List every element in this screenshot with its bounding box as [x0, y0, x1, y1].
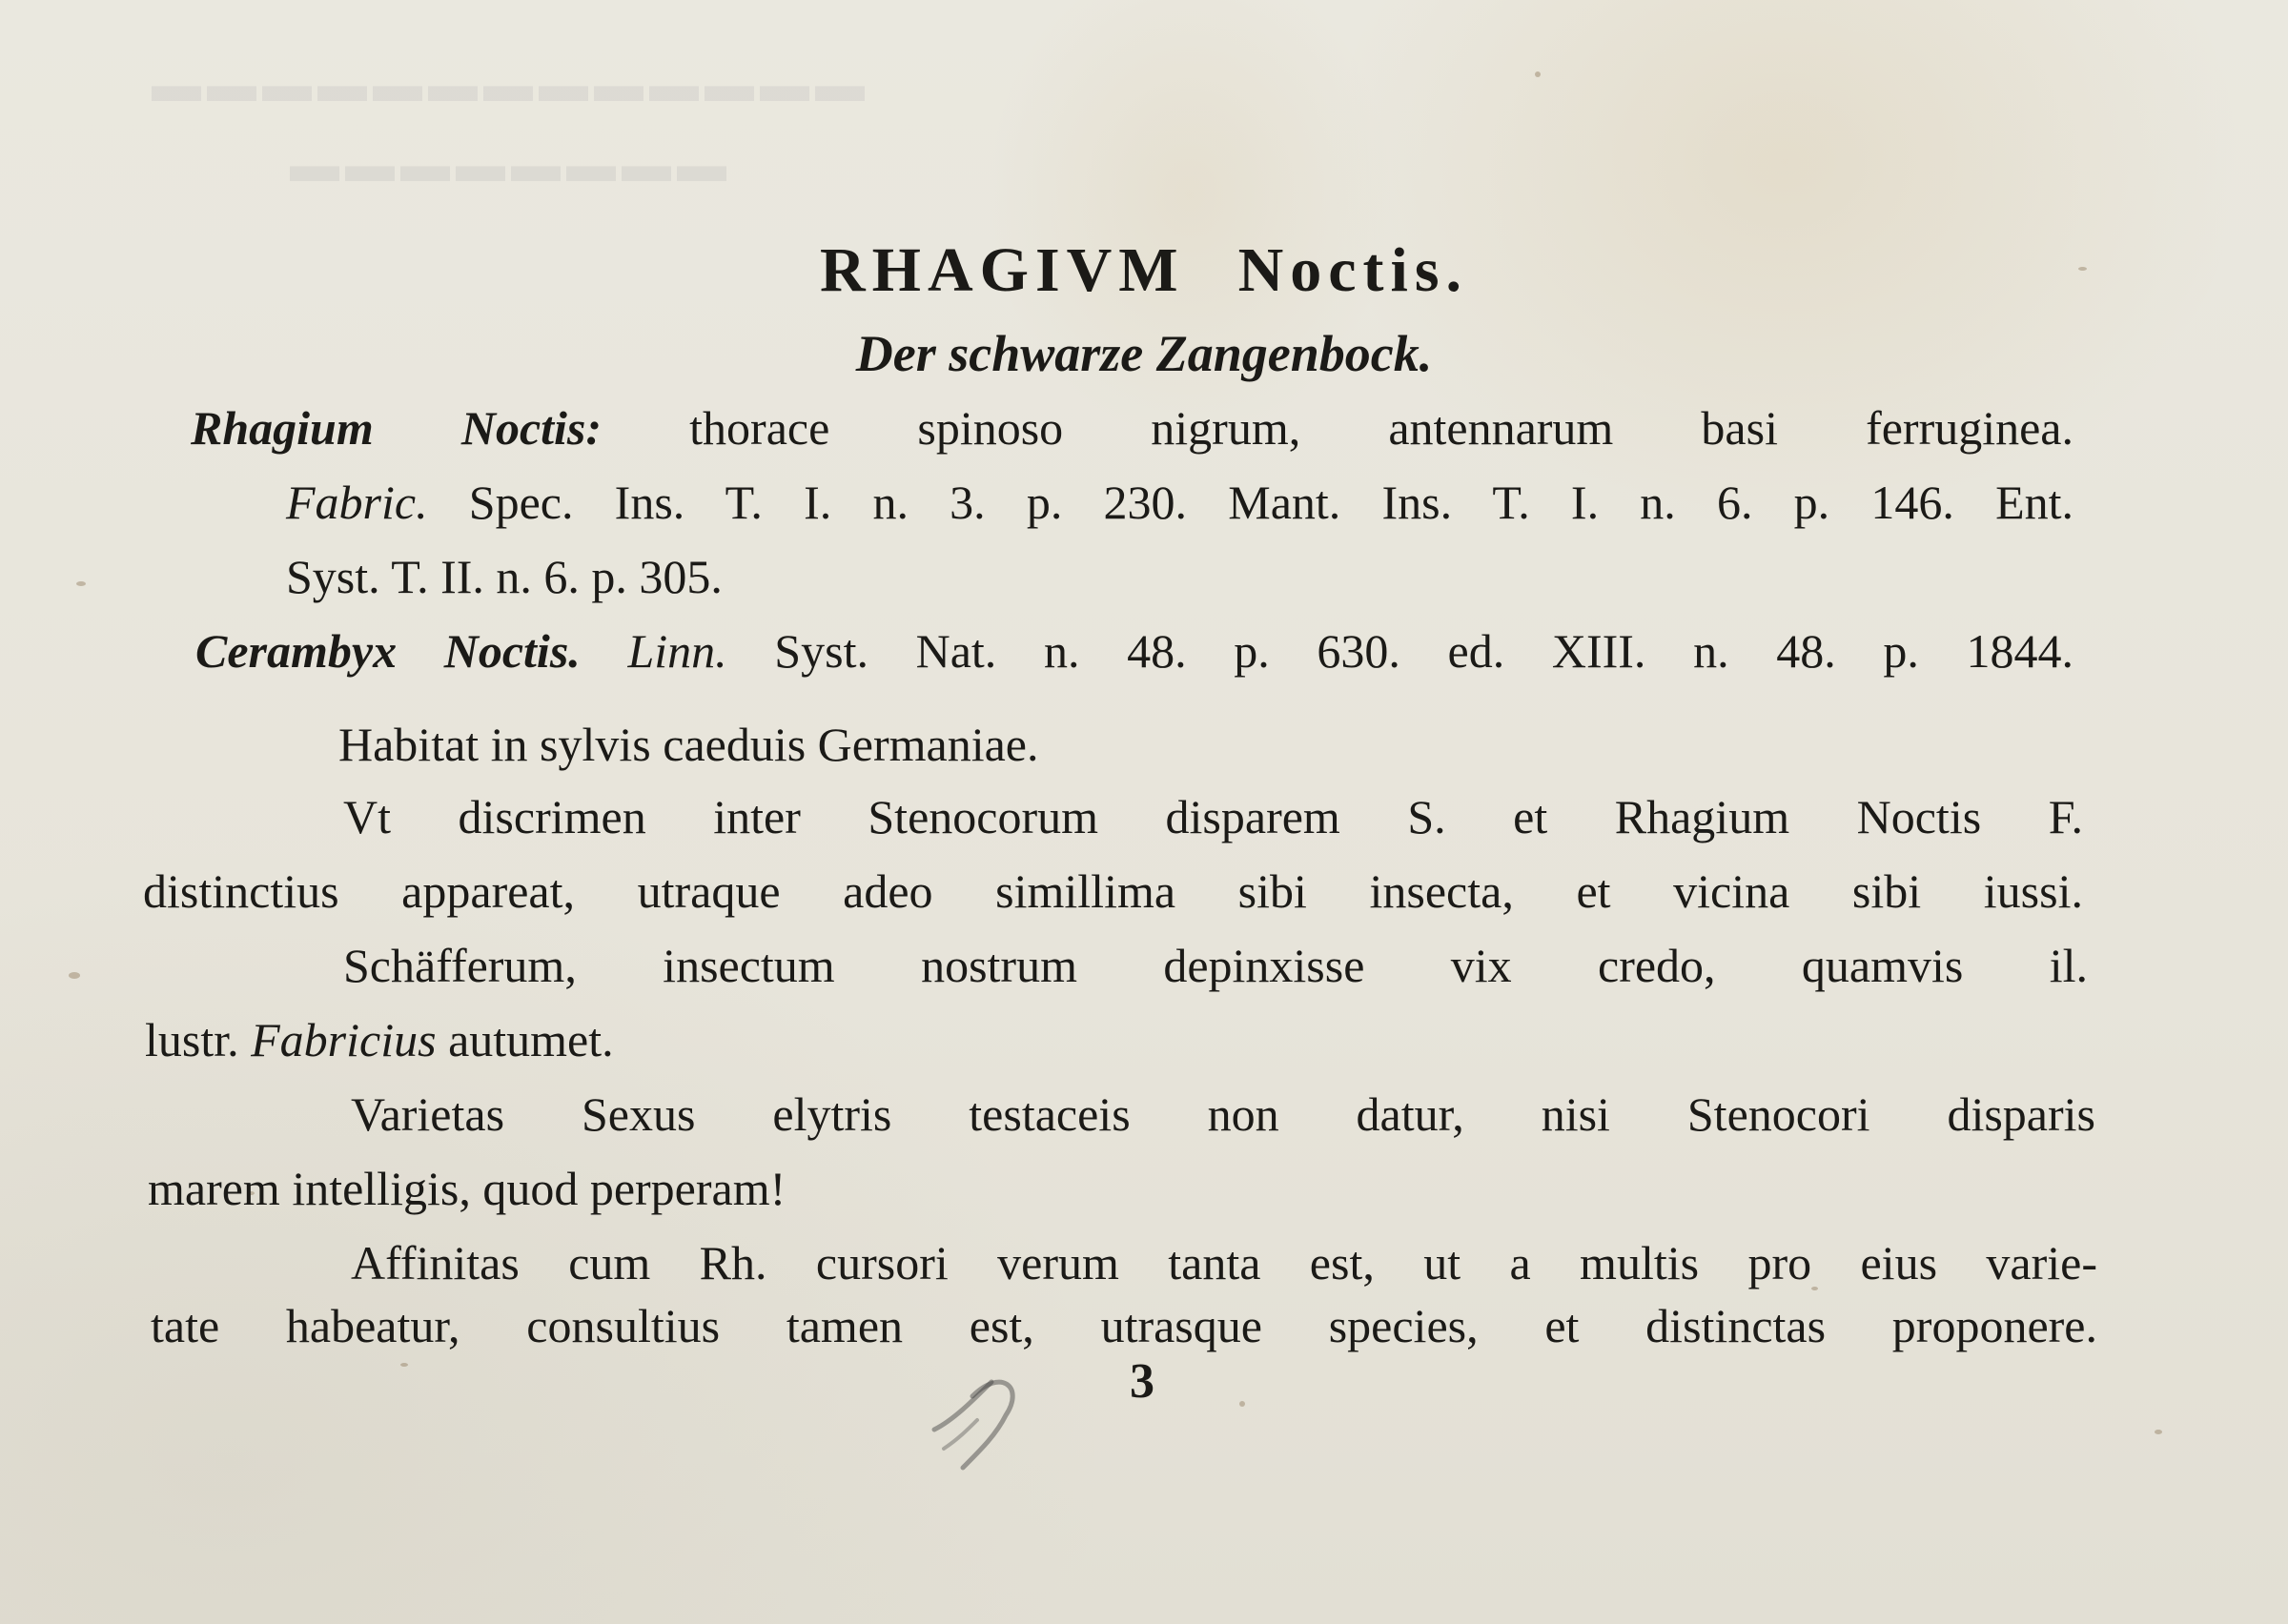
bleed-through-text: ▬▬▬▬▬▬▬▬▬▬▬▬▬ ▬▬▬▬▬▬▬▬ [146, 58, 865, 193]
paragraph-1-line-2: distinctius appareat, utraque adeo simillima sibi insecta, et vicina sibi iussi. [143, 864, 2083, 918]
pencil-mark-icon [915, 1363, 1058, 1477]
synonymy-line-1 [191, 400, 2074, 456]
synonymy-name: Rhagium Noctis: [191, 401, 603, 455]
paragraph-1-line-1: Vt discrimen inter Stenocorum disparem S. et Rhagium Noctis F. [343, 790, 2083, 843]
title-genus: RHAGIVM [819, 235, 1185, 305]
paper-speck [76, 581, 86, 586]
paragraph-text: autumet. [448, 1013, 614, 1066]
paper-speck [69, 972, 80, 979]
synonymy-line-4 [195, 623, 2074, 679]
synonymy-name: Cerambyx Noctis. [195, 624, 581, 678]
synonymy-text: Spec. Ins. T. I. n. 3. p. 230. Mant. Ins. T. I. n. 6. p. 146. Ent. [468, 476, 2074, 529]
habitat-line: Habitat in sylvis caeduis Germaniae. [338, 718, 1039, 771]
synonymy-text: Syst. T. II. n. 6. p. 305. [286, 550, 723, 603]
page-subtitle: Der schwarze Zangenbock. [855, 325, 1433, 382]
paragraph-text: lustr. [145, 1013, 239, 1066]
paragraph-author: Fabricius [251, 1013, 437, 1066]
paper-speck [1239, 1401, 1245, 1407]
synonymy-author: Linn. [627, 624, 727, 678]
synonymy-text: thorace spinoso nigrum, antennarum basi ferruginea. [689, 401, 2074, 455]
title-species: Noctis. [1237, 235, 1469, 305]
synonymy-line-2 [286, 475, 2074, 530]
paper-speck [2155, 1430, 2162, 1434]
paper-speck [1535, 71, 1541, 77]
paragraph-2-line-1: Schäfferum, insectum nostrum depinxisse vix credo, quamvis il. [343, 939, 2088, 992]
synonymy-text: Syst. Nat. n. 48. p. 630. ed. XIII. n. 48. p. 1844. [774, 624, 2074, 678]
paragraph-3-line-1: Varietas Sexus elytris testaceis non datur, nisi Stenocori disparis [351, 1087, 2095, 1141]
synonymy-line-3 [286, 549, 723, 604]
paragraph-4-line-1: Affinitas cum Rh. cursori verum tanta est, ut a multis pro eius varie- [351, 1236, 2097, 1289]
synonymy-author: Fabric. [286, 476, 428, 529]
paragraph-4-line-2: tate habeatur, consultius tamen est, utrasque species, et distinctas proponere. [151, 1299, 2097, 1352]
page-title [0, 234, 2288, 307]
paragraph-2-line-2 [145, 1012, 614, 1067]
paragraph-3-line-2: marem intelligis, quod perperam! [148, 1162, 786, 1215]
page-number: 3 [1130, 1354, 1154, 1409]
paper-speck [400, 1363, 408, 1367]
